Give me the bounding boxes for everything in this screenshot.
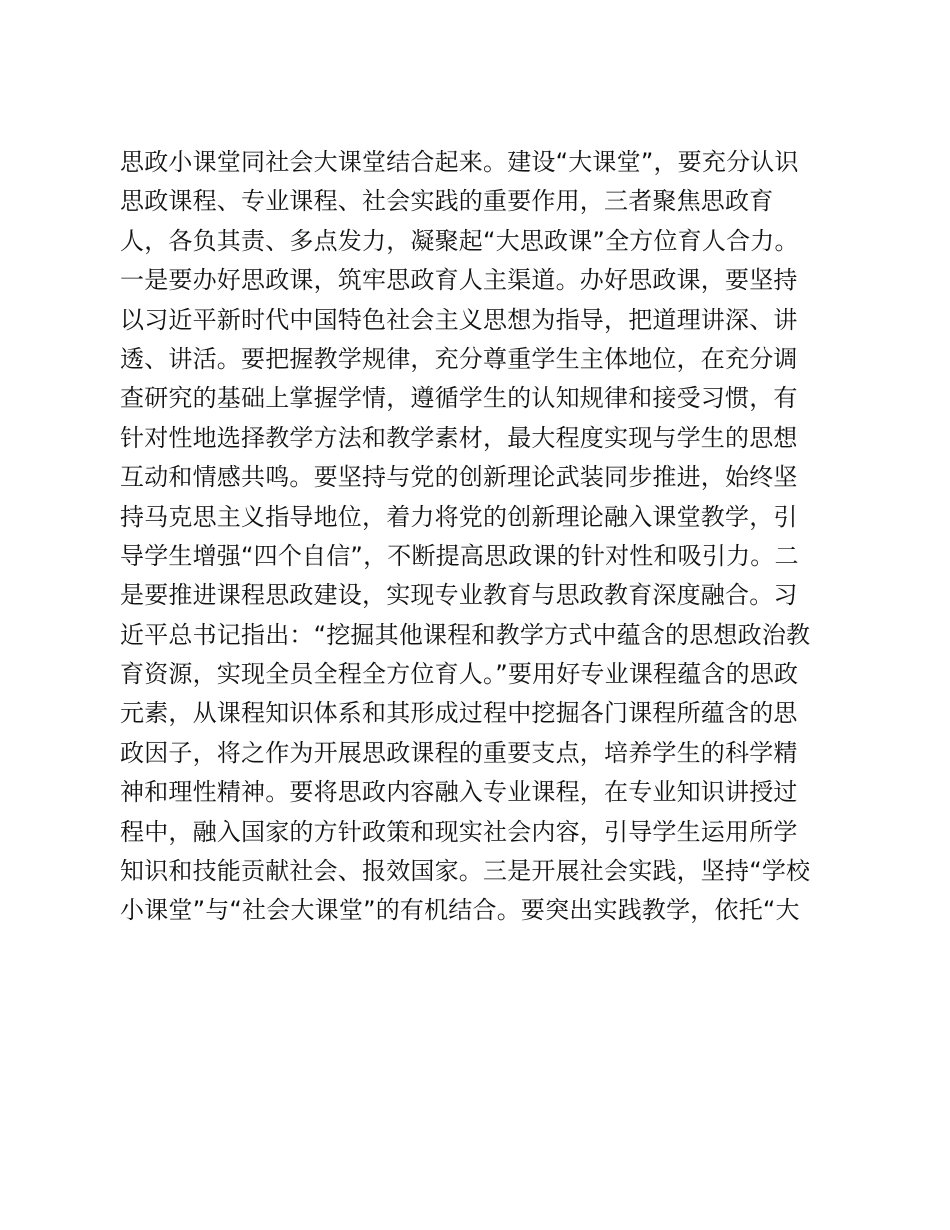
text-line-15: 元素，从课程知识体系和其形成过程中挖掘各门课程所蕴含的思 [120,699,798,728]
text-line-14: 育资源，实现全员全程全方位育人。”要用好专业课程蕴含的思政 [120,660,799,689]
text-line-11: 导学生增强“四个自信”，不断提高思政课的针对性和吸引力。二 [120,541,799,570]
text-line-1: 思政小课堂同社会大课堂结合起来。建设“大课堂”，要充分认识 [120,148,799,176]
text-line-2: 思政课程、专业课程、社会实践的重要作用，三者聚焦思政育 [120,187,774,216]
text-line-3: 人，各负其责、多点发力，凝聚起“大思政课”全方位育人合力。 [120,226,799,255]
text-line-12: 是要推进课程思政建设，实现专业教育与思政教育深度融合。习 [120,581,798,610]
text-line-18: 程中，融入国家的方针政策和现实社会内容，引导学生运用所学 [120,817,798,846]
text-line-5: 以习近平新时代中国特色社会主义思想为指导，把道理讲深、讲 [120,305,798,334]
text-line-13: 近平总书记指出：“挖掘其他课程和教学方式中蕴含的思想政治教 [120,620,811,649]
text-line-10: 持马克思主义指导地位，着力将党的创新理论融入课堂教学，引 [120,502,798,531]
text-line-4: 一是要办好思政课，筑牢思政育人主渠道。办好思政课，要坚持 [120,266,798,295]
text-line-17: 神和理性精神。要将思政内容融入专业课程，在专业知识讲授过 [120,778,798,807]
text-line-6: 透、讲活。要把握教学规律，充分尊重学生主体地位，在充分调 [120,344,798,373]
text-line-7: 查研究的基础上掌握学情，遵循学生的认知规律和接受习惯，有 [120,384,798,413]
text-line-19: 知识和技能贡献社会、报效国家。三是开展社会实践，坚持“学校 [120,857,811,886]
text-line-20: 小课堂”与“社会大课堂”的有机结合。要突出实践教学，依托“大 [120,896,800,925]
text-line-16: 政因子，将之作为开展思政课程的重要支点，培养学生的科学精 [120,738,798,767]
text-line-8: 针对性地选择教学方法和教学素材，最大程度实现与学生的思想 [120,423,798,452]
text-line-9: 互动和情感共鸣。要坚持与党的创新理论武装同步推进，始终坚 [120,463,798,492]
body-paragraph [120,143,840,931]
